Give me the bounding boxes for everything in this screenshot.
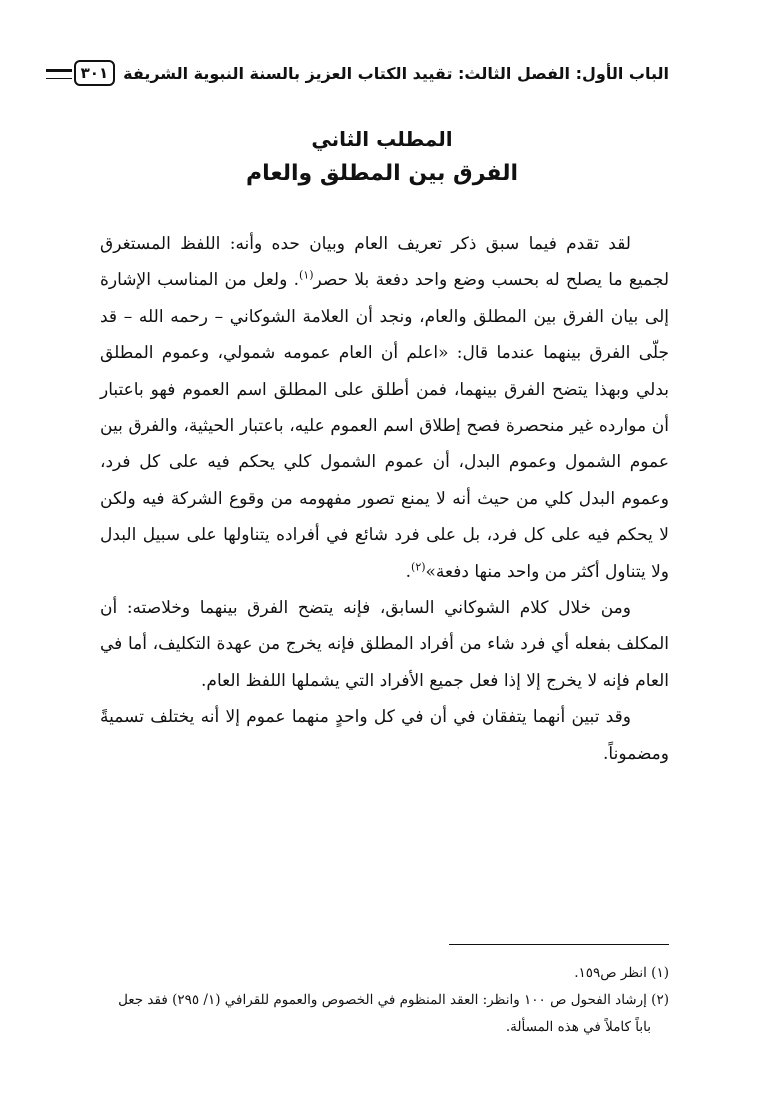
section-title: الفرق بين المطلق والعام <box>245 161 519 186</box>
section-subtitle: المطلب الثاني <box>311 127 453 151</box>
running-header <box>80 56 669 90</box>
footnote-1: (١) انظر ص١٥٩. <box>574 965 669 981</box>
footnote-2: (٢) إرشاد الفحول ص ١٠٠ وانظر: العقد المنظوم في الخصوص والعموم للقرافي (١/ ٢٩٥) فقد جعل <box>118 992 669 1008</box>
section-heading <box>95 122 669 192</box>
header-title: الباب الأول: الفصل الثالث: تقييد الكتاب العزيز بالسنة النبوية الشريفة <box>123 63 669 83</box>
body-text <box>100 226 669 772</box>
paragraph-2: ومن خلال كلام الشوكاني السابق، فإنه يتضح الفرق بينهما وخلاصته: أن المكلف بفعله أي فرد شاء من أفراد المطلق فإنه يخرج من عهدة التكليف، أما في العام فإنه لا يخرج إلا إذا فعل جميع الأفراد التي يشملها اللفظ العام. <box>100 598 669 691</box>
footnote-ref-1: (١) <box>298 268 314 282</box>
paragraph-1-continued: . ولعل من المناسب الإشارة إلى بيان الفرق بين المطلق والعام، ونجد أن العلامة الشوكاني – رحمه الله – قد جلّى الفرق بينهما عندما قال: «اعلم أن العام عمومه شمولي، وعموم المطلق بدلي وبهذا يتضح الفرق بينهما، فمن أطلق على المطلق اسم العموم فهو باعتبار أن موارده غير منحصرة فصح إطلاق اسم العموم عليه، باعتبار الحيثية، والفرق بين عموم الشمول وعموم البدل، أن عموم الشمول كلي يحكم فيه على كل فرد، وعموم البدل كلي من حيث أنه لا يمنع تصور مفهومه من وقوع الشركة فيه ولكن لا يحكم فيه على كل فرد، بل على فرد شائع في أفراده يتناولها على سبيل البدل ولا يتناول أكثر من واحد منها دفعة» <box>100 270 669 582</box>
footnote-ref-2: (٢) <box>411 560 426 573</box>
header-rule-end <box>46 69 72 79</box>
paragraph-1 <box>100 226 669 590</box>
footnotes <box>100 960 669 1041</box>
paragraph-1-text: لقد تقدم فيما سبق ذكر تعريف العام وبيان حده وأنه: اللفظ المستغرق لجميع ما يصلح له بحسب وضع واحد دفعة بلا حصر <box>100 234 669 291</box>
footnote-separator <box>449 944 669 945</box>
paragraph-3: وقد تبين أنهما يتفقان في أن في كل واحدٍ منهما عموم إلا أنه يختلف تسميةً ومضموناً. <box>100 707 669 764</box>
footnote-2-continued: باباً كاملاً في هذه المسألة. <box>505 1019 651 1035</box>
paragraph-1-end: . <box>405 561 412 582</box>
page-number: ٣٠١ <box>74 60 115 86</box>
